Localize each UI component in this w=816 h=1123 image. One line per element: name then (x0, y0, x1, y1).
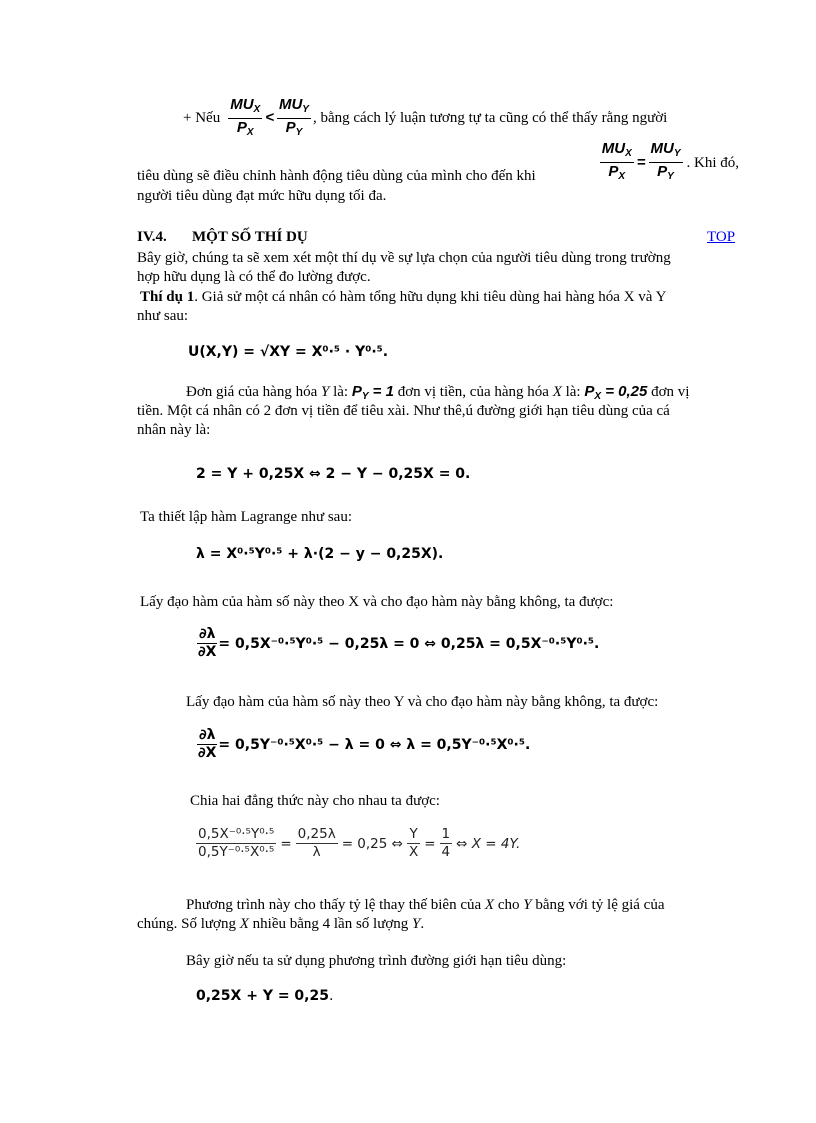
formula-ratio: $\frac{\text{0,5X⁻⁰·⁵Y⁰·⁵}}{\text{0,5Y⁻⁰·⁵X⁰·⁵}}$ = $\frac{0,25\lambda}{\lambda}$ = 0,25 ⇔ $\frac{Y}{X}$ = $\frac{1}{4}$ ⇔ X = 4Y. (198, 826, 521, 860)
budget-use-intro: Bây giờ nếu ta sử dụng phương trình đường giới hạn tiêu dùng: (186, 953, 567, 969)
formula-deriv-y: $\frac{\partial\lambda}{\partial X}$ = 0,5Y⁻⁰·⁵X⁰·⁵ − λ = 0 ⇔ λ = 0,5Y⁻⁰·⁵X⁰·⁵. (198, 727, 531, 761)
intro-line2: hợp hữu dụng là có thể đo lường được. (137, 269, 371, 285)
fraction-muy-py-2: $\frac{MU_Y}{P_Y}$ (650, 140, 681, 182)
para1-text-c: . Khi đó, (686, 154, 739, 171)
deriv-y-intro: Lấy đạo hàm của hàm số này theo Y và cho đạo hàm này bằng không, ta được: (186, 694, 659, 710)
formula-utility: U(X,Y) = √XY = X⁰·⁵ · Y⁰·⁵. (188, 344, 389, 360)
top-link[interactable]: TOP (707, 229, 736, 245)
less-than-sign: < (265, 109, 274, 126)
para1-line2 (137, 140, 739, 185)
para1-text-a: , bằng cách lý luận tương tự ta cũng có thể thấy rằng người (312, 110, 668, 126)
fraction-mux-px-2: $\frac{MU_X}{P_X}$ (601, 140, 632, 182)
conclusion-line2: chúng. Số lượng X nhiều bằng 4 lần số lượng Y. (137, 916, 425, 932)
para1-text-b: tiêu dùng sẽ điều chỉnh hành động tiêu dùng của mình cho đến khi (137, 168, 536, 184)
fraction-mux-px: $\frac{MU_X}{P_X}$ (230, 95, 261, 138)
divide-intro: Chia hai đẳng thức này cho nhau ta được: (190, 793, 440, 809)
section-title: MỘT SỐ THÍ DỤ (192, 229, 308, 245)
section-number: IV.4. (137, 229, 167, 245)
intro-line1: Bây giờ, chúng ta sẽ xem xét một thí dụ về sự lựa chọn của người tiêu dùng trong trường (137, 250, 671, 266)
lagrange-intro: Ta thiết lập hàm Lagrange như sau: (140, 509, 353, 525)
price-x: $P_X = 0,25$ (584, 383, 648, 402)
para1-line1 (183, 96, 667, 140)
prices-line2: tiền. Một cá nhân có 2 đơn vị tiền để tiêu xài. Như thê,ú đường giới hạn tiêu dùng của cá (137, 403, 670, 419)
deriv-x-intro: Lấy đạo hàm của hàm số này theo X và cho đạo hàm này bằng không, ta được: (140, 594, 614, 610)
formula-lagrange: λ = X⁰·⁵Y⁰·⁵ + λ·(2 − y − 0,25X). (196, 546, 444, 562)
formula-deriv-x: $\frac{\partial\lambda}{\partial X}$ = 0,5X⁻⁰·⁵Y⁰·⁵ − 0,25λ = 0 ⇔ 0,25λ = 0,5X⁻⁰·⁵Y⁰·⁵. (198, 626, 600, 660)
conclusion-line1: Phương trình này cho thấy tỷ lệ thay thế biên của X cho Y bằng với tỷ lệ giá của (186, 897, 665, 913)
para1-line3: người tiêu dùng đạt mức hữu dụng tối đa. (137, 188, 387, 204)
equals-sign: = (636, 153, 646, 171)
formula-budget: 2 = Y + 0,25X ⇔ 2 − Y − 0,25X = 0. (196, 466, 471, 482)
prices-line3: nhân này là: (137, 422, 211, 438)
fraction-muy-py: $\frac{MU_Y}{P_Y}$ (278, 95, 309, 138)
prices-line1: Đơn giá của hàng hóa Y là: $P_Y = 1$ đơn vị tiền, của hàng hóa X là: $P_X = 0,25$ đơn vị (186, 383, 690, 402)
example1-label: Thí dụ 1 (140, 289, 195, 305)
example1-line1: Thí dụ 1. Giả sử một cá nhân có hàm tổng hữu dụng khi tiêu dùng hai hàng hóa X và Y (140, 289, 667, 305)
price-y: $P_Y = 1$ (351, 383, 394, 402)
example1-line2: như sau: (137, 308, 189, 324)
nêu-prefix: + Nếu (183, 110, 221, 126)
formula-final: 0,25X + Y = 0,25. (196, 988, 334, 1004)
